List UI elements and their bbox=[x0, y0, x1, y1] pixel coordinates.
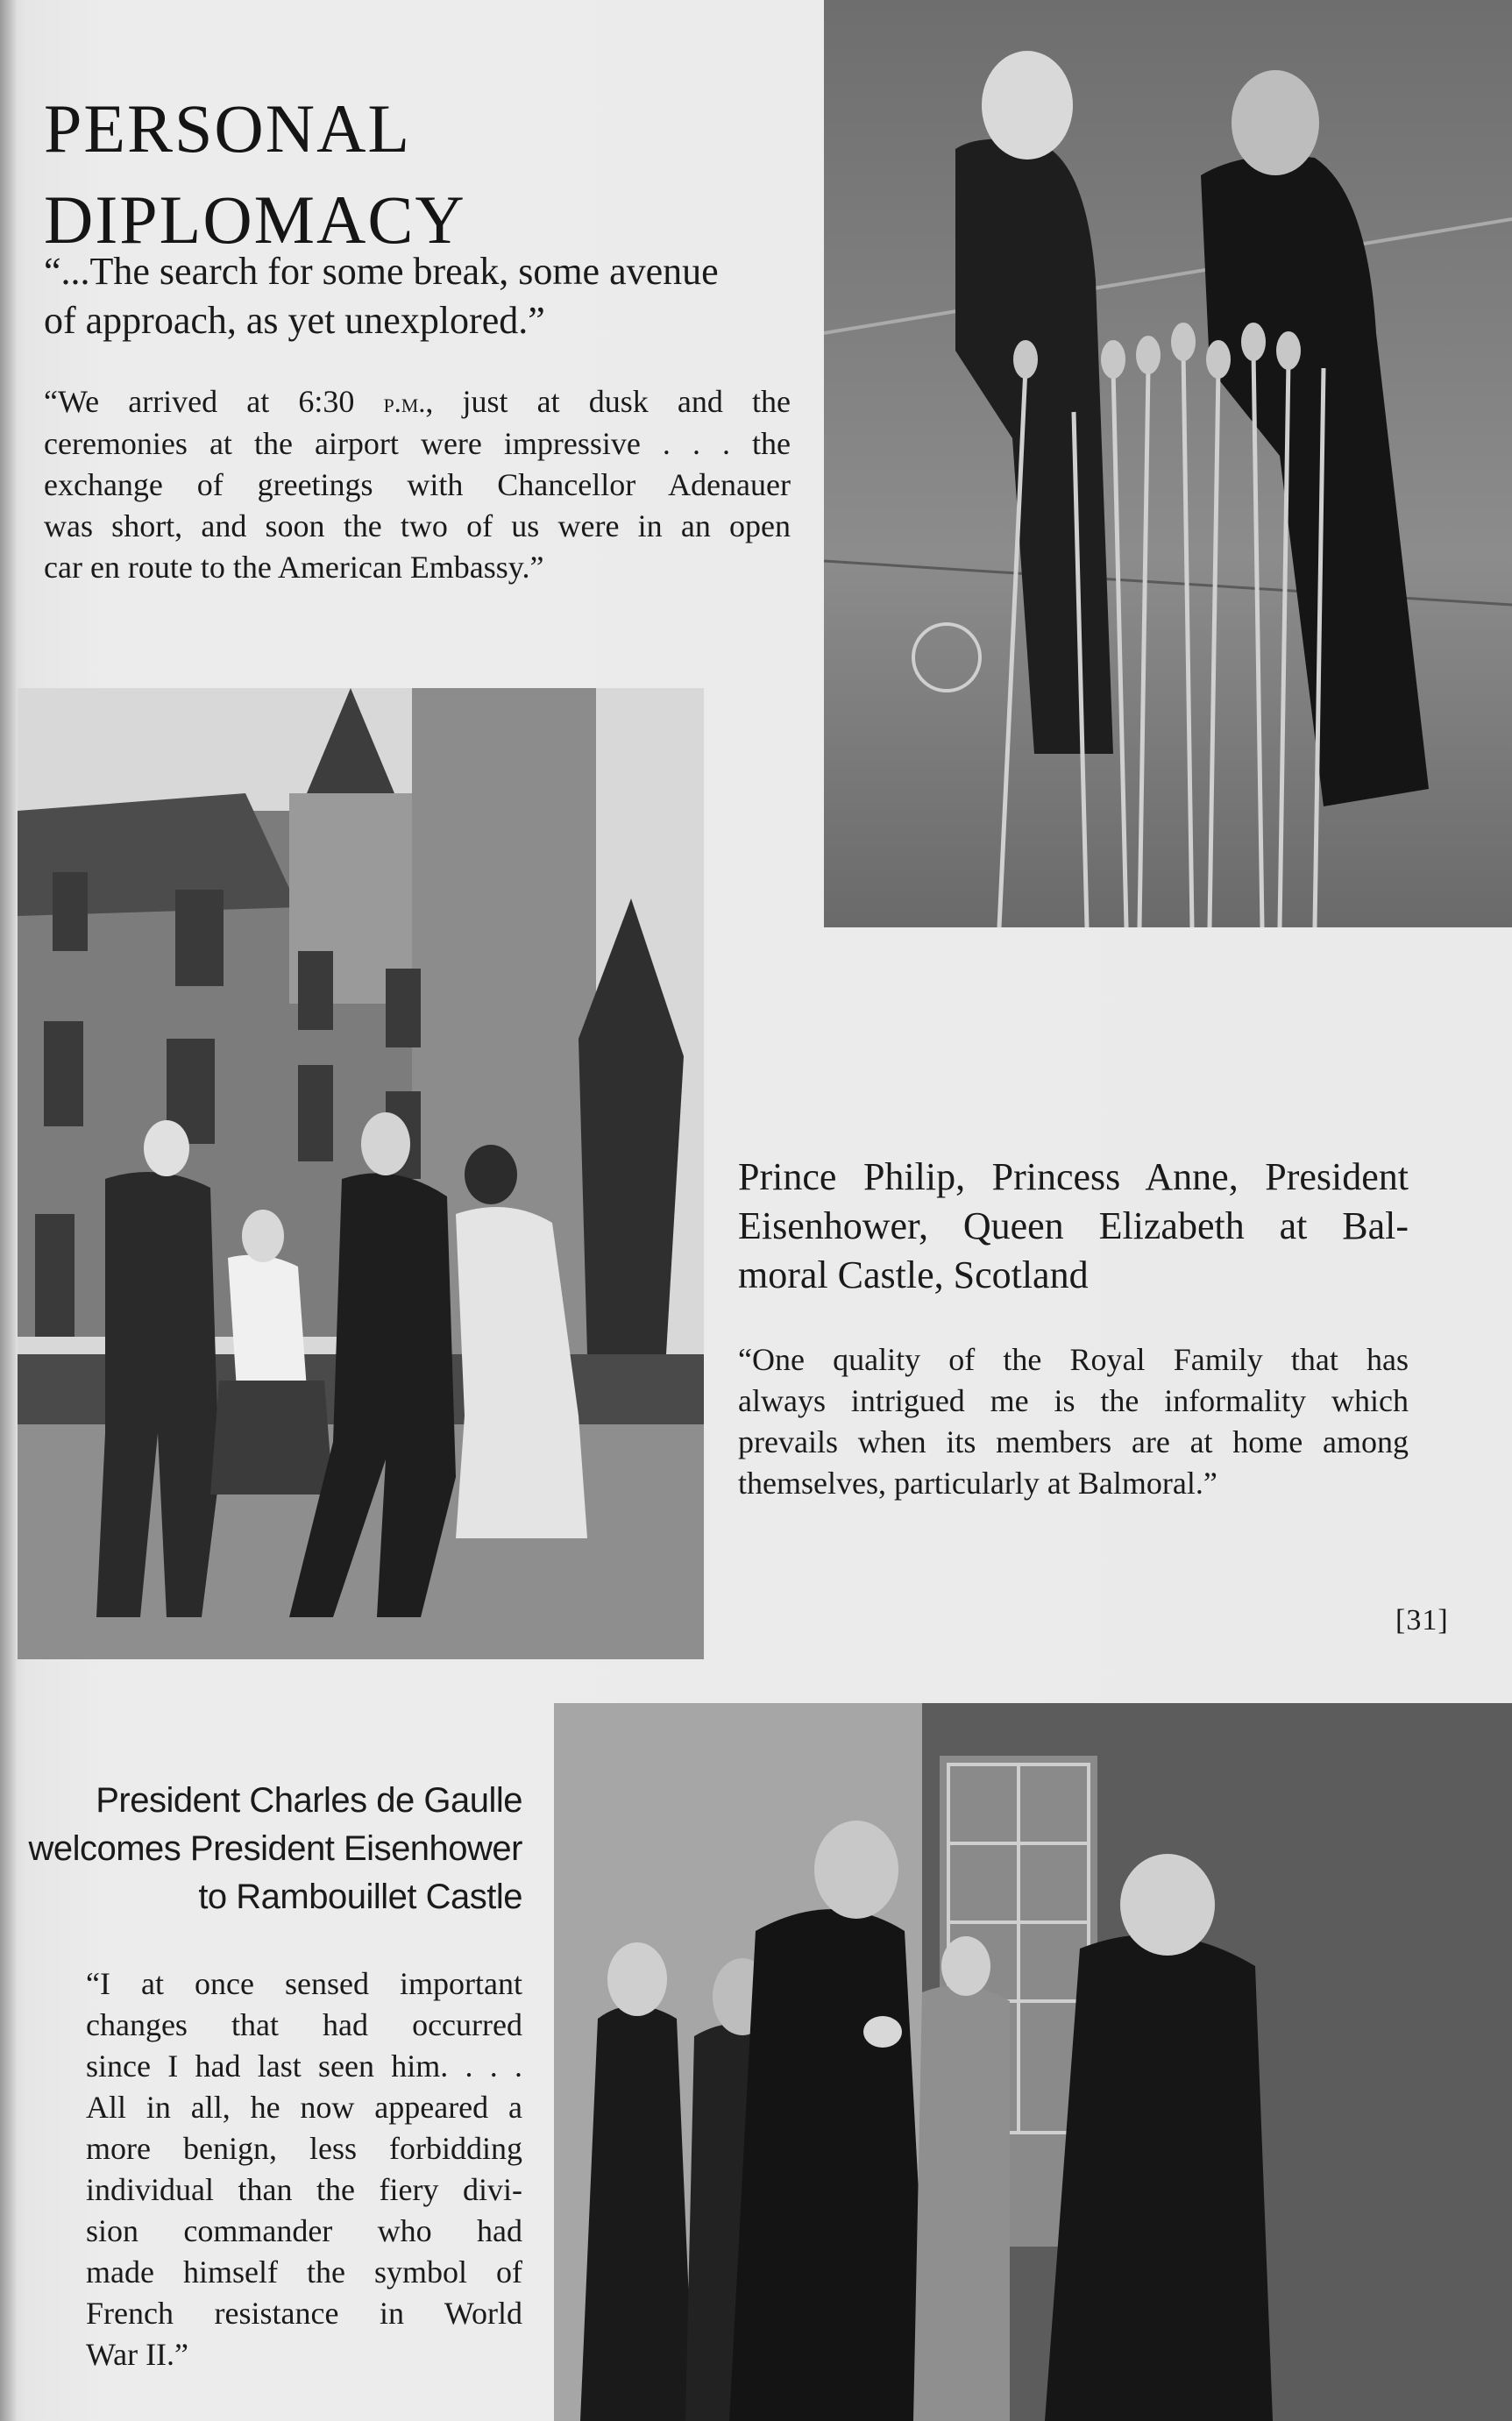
airport-photo bbox=[824, 0, 1512, 927]
quote-text: , just at dusk and the bbox=[425, 384, 791, 419]
quote-line: ceremonies at the airport were impressive . . . the bbox=[44, 426, 791, 461]
caption-line: welcomes President Eisenhower bbox=[28, 1829, 522, 1868]
quote-line: exchange of greetings with Chancellor Adenauer bbox=[44, 467, 791, 502]
time-abbreviation: p.m. bbox=[383, 387, 426, 418]
caption-line: Eisenhower, Queen Elizabeth at Bal- bbox=[738, 1204, 1409, 1247]
epigraph-line: of approach, as yet unexplored.” bbox=[44, 299, 545, 342]
rambouillet-quote bbox=[86, 1963, 522, 2375]
quote-line: since I had last seen him. . . . bbox=[86, 2048, 522, 2084]
quote-line: individual than the fiery divi- bbox=[86, 2172, 522, 2207]
page-title bbox=[44, 83, 466, 266]
caption-line: moral Castle, Scotland bbox=[738, 1253, 1089, 1296]
quote-line: car en route to the American Embassy.” bbox=[44, 550, 544, 585]
quote-line: was short, and soon the two of us were in an open bbox=[44, 508, 791, 543]
quote-line: “I at once sensed important bbox=[86, 1966, 522, 2001]
title-line: DIPLOMACY bbox=[44, 181, 466, 258]
balmoral-castle-photo bbox=[18, 688, 704, 1659]
epigraph-line: “...The search for some break, some avenue bbox=[44, 250, 719, 293]
title-line: PERSONAL bbox=[44, 90, 412, 167]
quote-line: themselves, particularly at Balmoral.” bbox=[738, 1466, 1217, 1501]
page-gutter-shadow bbox=[0, 0, 16, 2421]
balmoral-quote bbox=[738, 1339, 1409, 1504]
quote-line: prevails when its members are at home among bbox=[738, 1424, 1409, 1459]
quote-line: “One quality of the Royal Family that has bbox=[738, 1342, 1409, 1377]
rambouillet-castle-photo bbox=[554, 1703, 1512, 2421]
quote-line: sion commander who had bbox=[86, 2213, 522, 2248]
quote-line: always intrigued me is the informality which bbox=[738, 1383, 1409, 1418]
caption-line: President Charles de Gaulle bbox=[96, 1781, 522, 1820]
airport-quote bbox=[44, 381, 791, 588]
quote-text: “We arrived at 6:30 bbox=[44, 384, 384, 419]
epigraph bbox=[44, 247, 798, 345]
quote-line: more benign, less forbidding bbox=[86, 2131, 522, 2166]
caption-line: to Rambouillet Castle bbox=[198, 1878, 522, 1916]
quote-line: French resistance in World bbox=[86, 2296, 522, 2331]
quote-line: War II.” bbox=[86, 2337, 189, 2372]
balmoral-caption bbox=[738, 1153, 1409, 1300]
page-number: [31] bbox=[1395, 1604, 1449, 1636]
quote-line: changes that had occurred bbox=[86, 2007, 522, 2042]
quote-line: made himself the symbol of bbox=[86, 2254, 522, 2290]
rambouillet-caption bbox=[12, 1777, 522, 1921]
quote-line bbox=[44, 381, 791, 423]
caption-line: Prince Philip, Princess Anne, President bbox=[738, 1155, 1409, 1198]
quote-line: All in all, he now appeared a bbox=[86, 2090, 522, 2125]
